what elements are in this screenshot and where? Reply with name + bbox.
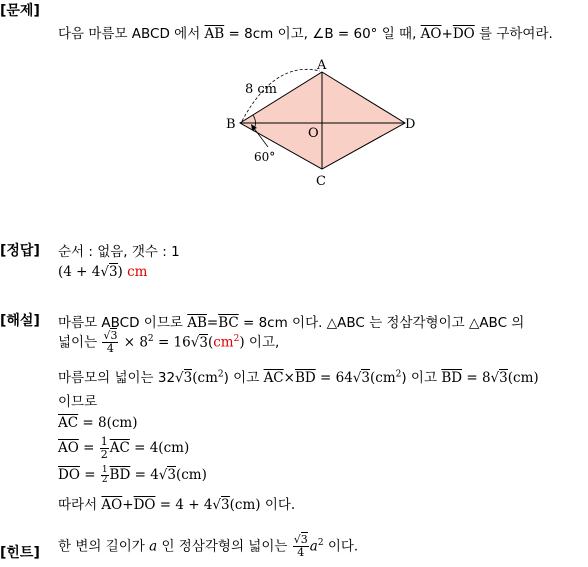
- exp-l3-unit-3: (cm): [507, 370, 539, 386]
- exp-l2-result: = 16√: [153, 334, 200, 351]
- exp-l8-segment-ao: $\overline{AO}$: [101, 497, 123, 513]
- fraction-sqrt3-over-4: [102, 330, 118, 355]
- frac-half-numerator-2: 1: [101, 465, 108, 475]
- frac-denominator: 4: [106, 342, 114, 355]
- exp-l3-text-2: ) 이고: [223, 370, 264, 386]
- exp-l7-unit: (cm): [175, 467, 207, 483]
- frac-half-denominator: 2: [100, 448, 108, 461]
- exp-l3-times: ×: [283, 370, 295, 386]
- hint-fraction: [293, 534, 309, 559]
- explanation-tag: [해설]: [0, 313, 40, 329]
- problem-text-3: 를 구하여라.: [474, 26, 553, 42]
- explanation-line-8: [58, 493, 295, 513]
- problem-text-2: = 8cm 이고, ∠B = 60° 일 때,: [224, 26, 421, 42]
- exp-l6-value: = 4(cm): [129, 440, 190, 456]
- exp-l3-square-2: 2: [395, 369, 402, 380]
- explanation-line-6: [58, 436, 189, 461]
- exp-l5-segment-ac: $\overline{AC}$: [58, 415, 79, 431]
- exp-l6-segment-ac: $\overline{AC}$: [109, 440, 130, 456]
- label-c: C: [316, 174, 326, 189]
- fraction-one-half: [100, 436, 109, 461]
- exp-l2-unit-square: 2: [233, 334, 240, 344]
- exp-l1-text: 마름모 ABCD 이므로: [58, 315, 188, 331]
- answer-value-close: ): [117, 264, 123, 280]
- exp-l7-equals: =: [79, 467, 100, 483]
- exp-l8-plus: +: [122, 497, 134, 513]
- exp-segment-bc: $\overline{BC}$: [218, 315, 239, 331]
- problem-text-1: 다음 마름모 ABCD 에서: [58, 26, 205, 42]
- exp-l1-text-2: = 8cm 이다. △ABC 는 정삼각형이고 △ABC 의: [238, 315, 525, 331]
- explanation-line-1: [58, 311, 524, 331]
- angle-label: 60°: [254, 150, 276, 164]
- label-b: B: [226, 117, 236, 132]
- exp-l3-product: = 64√: [315, 370, 362, 386]
- exp-l2-radicand: 3: [199, 334, 208, 351]
- hint-variable-a-2: a: [309, 538, 318, 555]
- hint-text-end: 이다.: [323, 538, 359, 555]
- frac-half-denominator-2: 2: [101, 475, 108, 485]
- exp-l8-text: 따라서: [58, 497, 102, 513]
- exp-l7-value: = 4√: [130, 467, 168, 483]
- exp-l3-unit-2: (cm: [370, 370, 396, 386]
- exp-l8-text-end: (cm) 이다.: [229, 497, 296, 513]
- exp-l7-segment-bd: $\overline{BD}$: [109, 467, 131, 483]
- exp-l3-unit-1: (cm: [192, 370, 218, 386]
- side-length-label: 8 cm: [245, 82, 278, 97]
- hint-root-sign: √: [293, 533, 301, 546]
- hint-tag: [힌트]: [0, 545, 40, 561]
- plus-sign: +: [441, 26, 453, 42]
- segment-do: $\overline{DO}$: [452, 26, 475, 42]
- exp-l6-segment-ao: $\overline{AO}$: [58, 440, 79, 456]
- exp-l3-square-1: 2: [217, 369, 224, 380]
- exp-l3-text: 마름모의 넓이는 32√: [58, 370, 184, 386]
- answer-radicand: 3: [108, 264, 118, 280]
- answer-line-2: [58, 264, 147, 280]
- answer-value-open: (4 + 4√: [58, 264, 109, 280]
- label-o: O: [308, 126, 319, 141]
- hint-variable-a: a: [149, 538, 158, 555]
- hint-square: 2: [317, 538, 324, 548]
- answer-line-1: 순서 : 없음, 갯수 : 1: [58, 244, 180, 260]
- exp-l2-unit: cm: [213, 334, 234, 351]
- exp-l2-paren-open: (: [207, 334, 214, 351]
- answer-tag: [정답]: [0, 243, 40, 259]
- exp-l8-value: = 4 + 4√: [155, 497, 222, 513]
- exp-l6-equals: =: [78, 440, 99, 456]
- exp-l3-radicand-1: 3: [183, 370, 193, 386]
- exp-l2-text-end: 이고,: [244, 334, 280, 351]
- exp-l5-value: = 8(cm): [78, 415, 138, 431]
- answer-unit: cm: [122, 264, 148, 280]
- segment-ab: $\overline{AB}$: [204, 26, 225, 42]
- exp-equals: =: [206, 315, 219, 331]
- exp-l8-radicand: 3: [221, 497, 230, 513]
- exp-l3-radicand-3: 3: [499, 370, 508, 386]
- exp-l7-radicand: 3: [167, 467, 176, 483]
- exp-l2-paren-close: ): [239, 334, 245, 351]
- hint-text: 한 변의 길이가: [58, 538, 150, 555]
- hint-radicand: 3: [300, 533, 308, 546]
- exp-l2-square: 2: [147, 334, 154, 344]
- fraction-one-half-small: [101, 466, 109, 485]
- frac-half-numerator: 1: [100, 435, 108, 448]
- exp-l7-segment-do: $\overline{DO}$: [58, 467, 80, 483]
- problem-text: [58, 22, 553, 42]
- exp-l3-text-3: ) 이고: [401, 370, 442, 386]
- segment-ao: $\overline{AO}$: [420, 26, 442, 42]
- explanation-line-2: [58, 330, 279, 355]
- explanation-line-4: 이므로: [58, 394, 98, 410]
- exp-l3-segment-bd-2: $\overline{BD}$: [441, 370, 463, 386]
- exp-l8-segment-do: $\overline{DO}$: [133, 497, 156, 513]
- rhombus-figure: [220, 55, 420, 195]
- label-a: A: [317, 58, 327, 73]
- explanation-line-5: [58, 415, 137, 431]
- hint-line: [58, 534, 358, 559]
- hint-text-2: 인 정삼각형의 넓이는: [157, 538, 292, 555]
- exp-l3-radicand-2: 3: [361, 370, 370, 386]
- exp-l3-segment-bd: $\overline{BD}$: [294, 370, 316, 386]
- problem-tag: [문제]: [0, 3, 40, 19]
- frac-radicand: 3: [110, 329, 118, 342]
- label-d: D: [405, 117, 416, 132]
- exp-l2-text: 넓이는: [58, 334, 102, 351]
- explanation-line-3: [58, 366, 539, 386]
- exp-l3-bd-value: = 8√: [462, 370, 500, 386]
- exp-l3-segment-ac: $\overline{AC}$: [263, 370, 284, 386]
- frac-root-sign: √: [103, 329, 111, 342]
- hint-denominator: 4: [297, 546, 305, 559]
- exp-segment-ab: $\overline{AB}$: [187, 315, 207, 331]
- exp-l2-times: × 8: [119, 334, 148, 351]
- explanation-line-7: [58, 466, 207, 485]
